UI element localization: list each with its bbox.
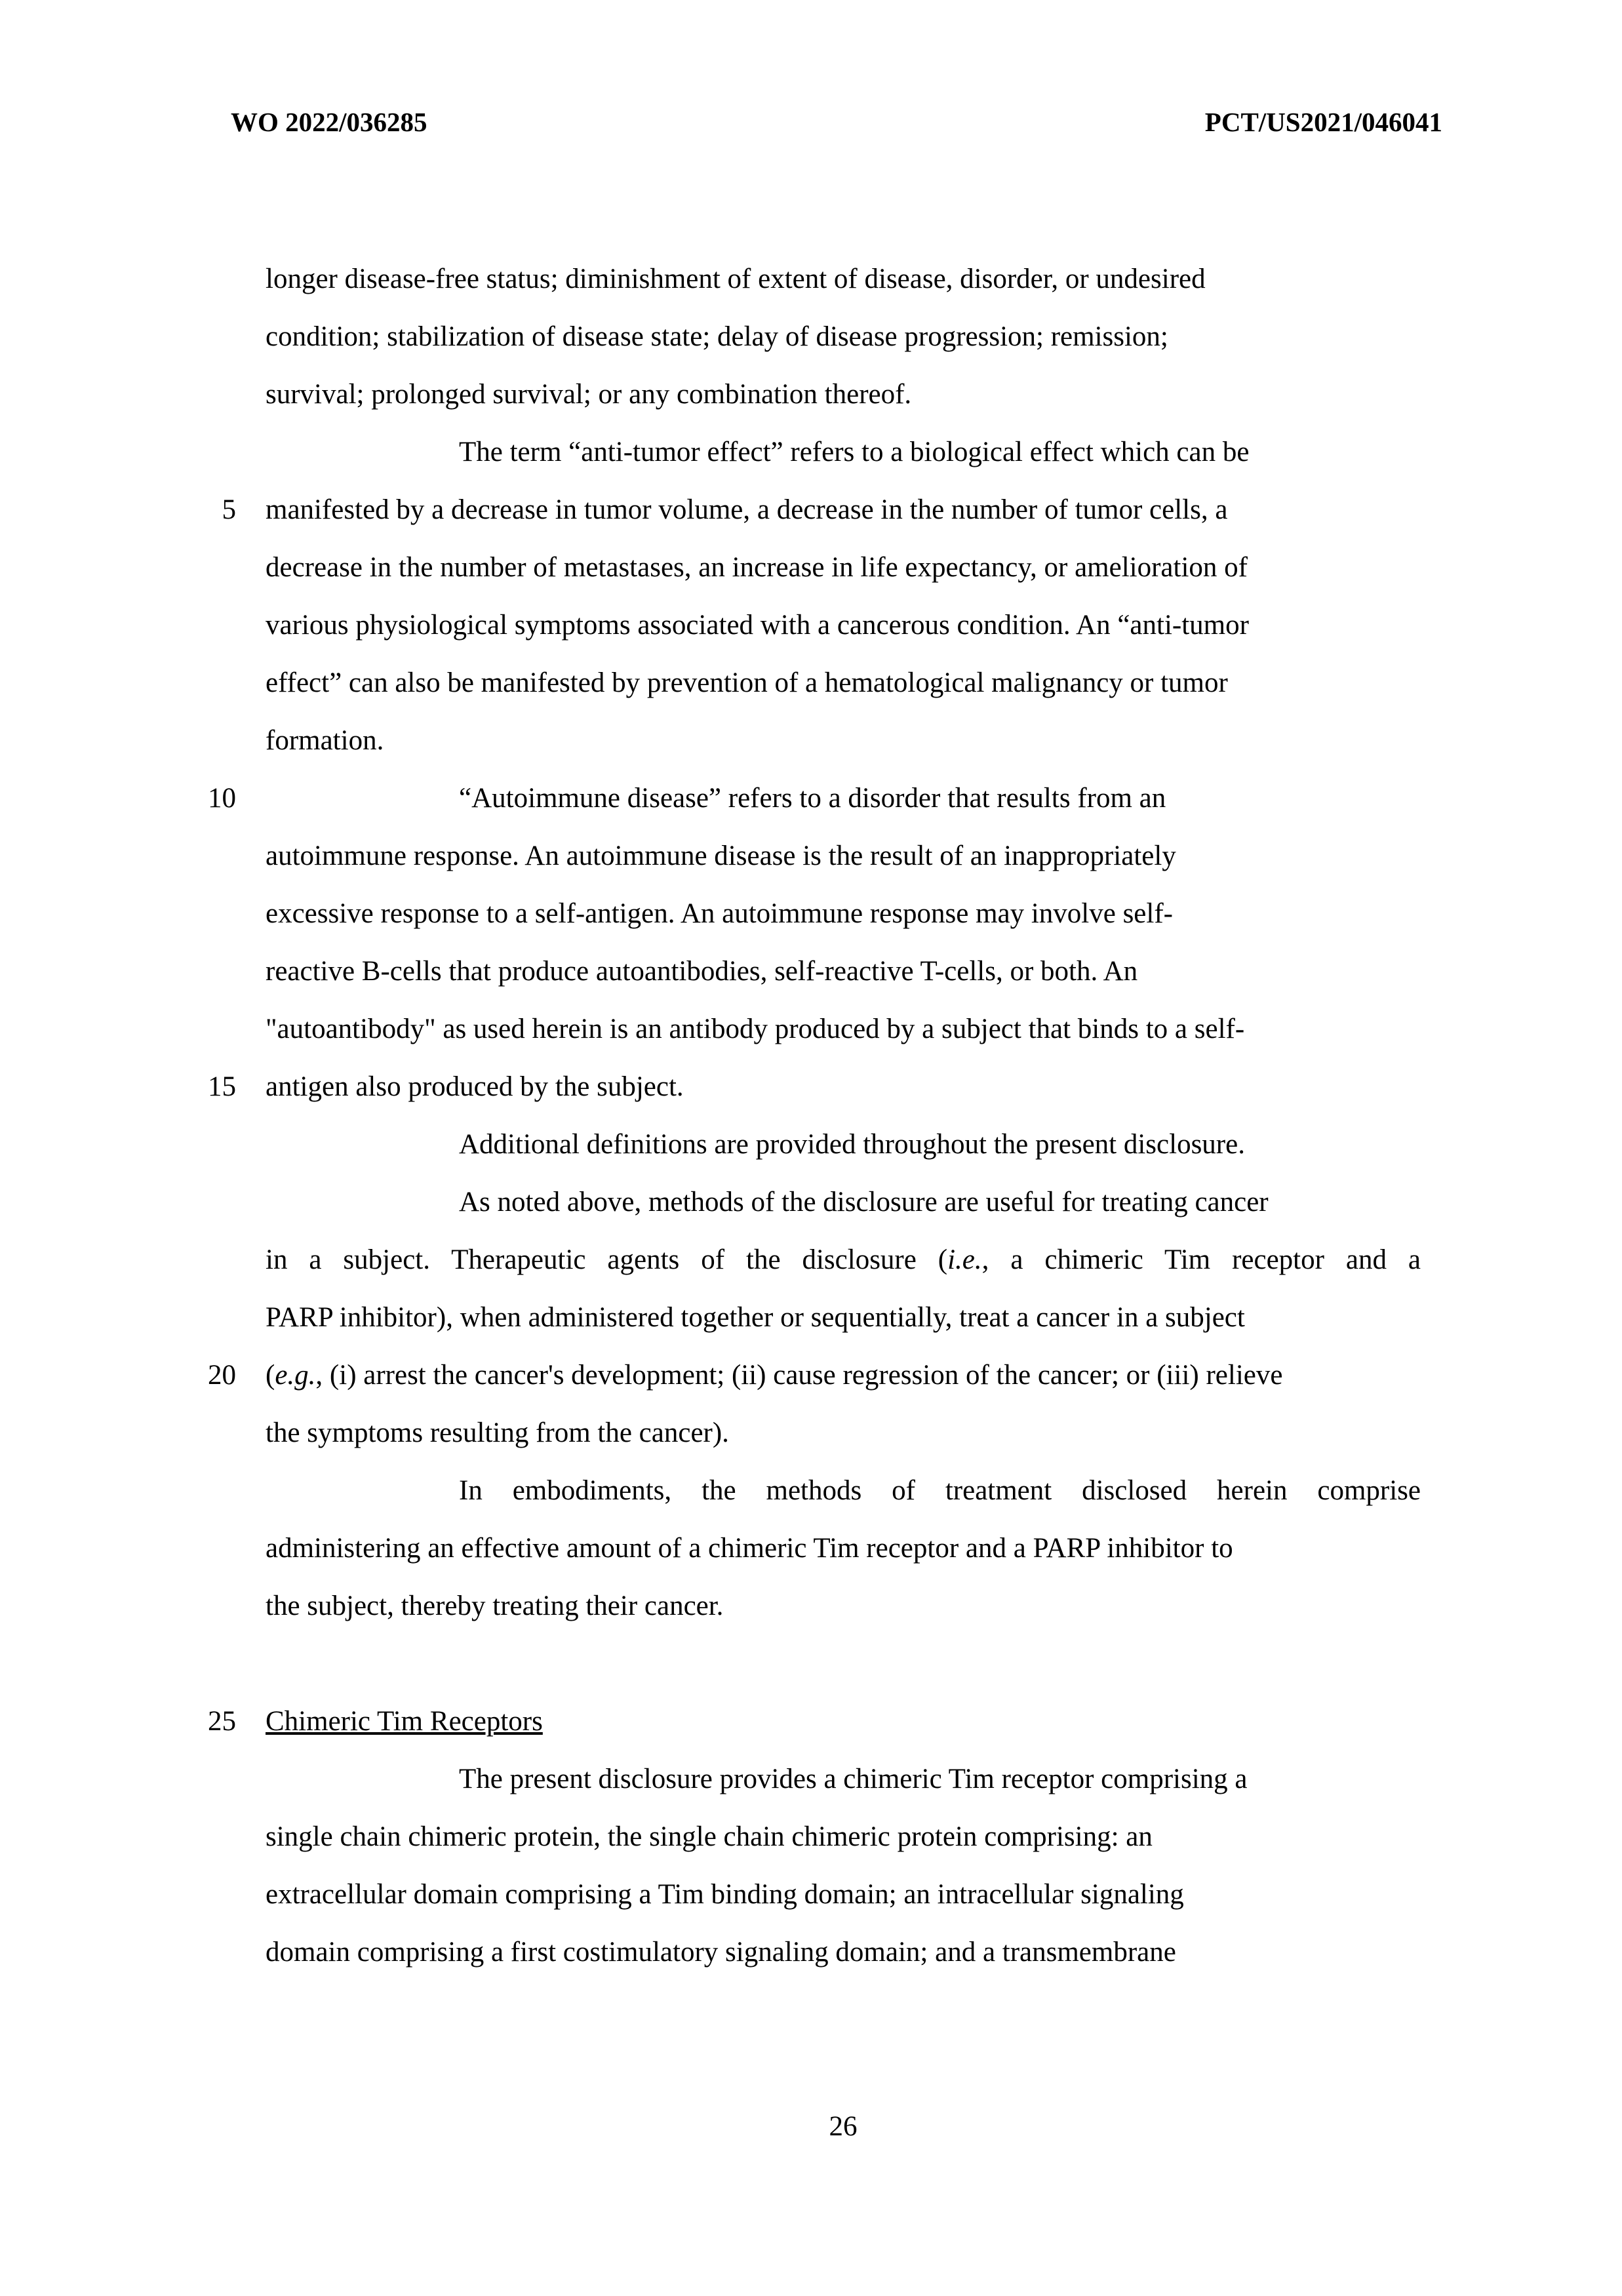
text-line-content [266,1520,1421,1577]
text-line-content [266,770,1421,827]
body-text: the subject, thereby treating their cancer. [266,1591,724,1621]
body-text: condition; stabilization of disease state; delay of disease progression; remission; [266,321,1168,352]
body-text: extracellular domain comprising a Tim binding domain; an intracellular signaling [266,1879,1184,1910]
text-line-content [266,1289,1421,1347]
text-line [164,539,1429,597]
body-text: the symptoms resulting from the cancer). [266,1417,729,1448]
text-line-content [266,250,1421,308]
text-line [164,250,1429,308]
body-text: , a chimeric Tim receptor and a [981,1244,1421,1275]
text-line-content [266,1231,1421,1289]
body-text: PARP inhibitor), when administered together or sequentially, treat a cancer in a subject [266,1302,1245,1333]
italic-text: e.g. [275,1360,316,1391]
body-text: ( [266,1360,275,1391]
text-line [164,308,1429,366]
text-line-content [266,1174,1421,1231]
body-text: , (i) arrest the cancer's development; (ii) cause regression of the cancer; or (iii) relieve [315,1360,1283,1391]
text-line-content [266,1347,1421,1404]
body-text: survival; prolonged survival; or any combination thereof. [266,379,912,410]
body-text: "autoantibody" as used herein is an antibody produced by a subject that binds to a self- [266,1014,1245,1044]
body-text: various physiological symptoms associated with a cancerous condition. An “anti-tumor [266,610,1249,641]
text-line [164,366,1429,424]
text-line [164,481,1429,539]
line-number: 10 [208,783,236,814]
body-text: The present disclosure provides a chimeric Tim receptor comprising a [459,1764,1248,1794]
text-line-content [266,1116,1421,1174]
document-body [164,250,1429,1981]
text-line [164,1174,1429,1231]
text-line-content [266,1000,1421,1058]
text-line [164,1347,1429,1404]
text-line-content [266,1808,1421,1866]
text-line [164,1231,1429,1289]
text-line [164,1866,1429,1924]
page-header [231,106,1442,138]
text-line [164,654,1429,712]
body-text: domain comprising a first costimulatory signaling domain; and a transmembrane [266,1937,1176,1968]
text-line [164,1404,1429,1462]
body-text: effect” can also be manifested by prevention of a hematological malignancy or tumor [266,667,1228,698]
page-number: 26 [829,2111,858,2142]
text-line-content [266,885,1421,943]
body-text: antigen also produced by the subject. [266,1071,684,1102]
text-line-content [266,1058,1421,1116]
text-line [164,1635,1429,1693]
body-text: reactive B-cells that produce autoantibodies, self-reactive T-cells, or both. An [266,956,1138,987]
text-line [164,1462,1429,1520]
body-text: formation. [266,725,384,756]
body-text: manifested by a decrease in tumor volume, a decrease in the number of tumor cells, a [266,494,1228,525]
text-line [164,597,1429,654]
body-text: The term “anti-tumor effect” refers to a biological effect which can be [459,437,1250,467]
text-line-content [266,1577,1421,1635]
line-number: 20 [208,1360,236,1391]
text-line [164,1577,1429,1635]
text-line-content [266,1462,1421,1520]
body-text: decrease in the number of metastases, an increase in life expectancy, or amelioration of [266,552,1248,583]
application-number: PCT/US2021/046041 [1204,107,1442,137]
body-text: administering an effective amount of a chimeric Tim receptor and a PARP inhibitor to [266,1533,1233,1564]
body-text: excessive response to a self-antigen. An autoimmune response may involve self- [266,898,1173,929]
text-line-content [266,308,1421,366]
text-line-content [266,1751,1421,1808]
text-line-content [266,366,1421,424]
text-line-content [266,943,1421,1000]
text-line-content [266,424,1421,481]
text-line [164,1751,1429,1808]
body-text: in a subject. Therapeutic agents of the disclosure ( [266,1244,948,1275]
text-line-content [266,712,1421,770]
body-text: longer disease-free status; diminishment of extent of disease, disorder, or undesired [266,264,1206,294]
text-line [164,1058,1429,1116]
text-line [164,712,1429,770]
page-footer [266,2107,1421,2147]
italic-text: i.e. [947,1244,982,1275]
body-text: Chimeric Tim Receptors [266,1706,543,1737]
text-line [164,1116,1429,1174]
section-heading [266,1693,1421,1751]
body-text: single chain chimeric protein, the single chain chimeric protein comprising: an [266,1821,1153,1852]
text-line-content [266,1404,1421,1462]
line-number: 25 [208,1706,236,1737]
text-line [164,1520,1429,1577]
text-line [164,885,1429,943]
line-number: 5 [222,494,236,525]
publication-number: WO 2022/036285 [231,107,427,137]
text-line [164,943,1429,1000]
text-line-content [266,654,1421,712]
text-line [164,1000,1429,1058]
body-text: In embodiments, the methods of treatment disclosed herein comprise [459,1475,1421,1506]
body-text: autoimmune response. An autoimmune disease is the result of an inappropriately [266,841,1176,871]
text-line [164,1693,1429,1751]
text-line-content [266,539,1421,597]
body-text: Additional definitions are provided throughout the present disclosure. [459,1129,1245,1160]
body-text: As noted above, methods of the disclosure are useful for treating cancer [459,1187,1269,1217]
text-line-content [266,827,1421,885]
text-line-content [266,1866,1421,1924]
text-line-content [266,597,1421,654]
text-line [164,827,1429,885]
line-number: 15 [208,1071,236,1102]
text-line [164,1808,1429,1866]
text-line-content [266,481,1421,539]
text-line [164,424,1429,481]
text-line [164,1924,1429,1981]
body-text: “Autoimmune disease” refers to a disorder that results from an [459,783,1166,814]
text-line [164,1289,1429,1347]
text-line-content [266,1924,1421,1981]
text-line [164,770,1429,827]
